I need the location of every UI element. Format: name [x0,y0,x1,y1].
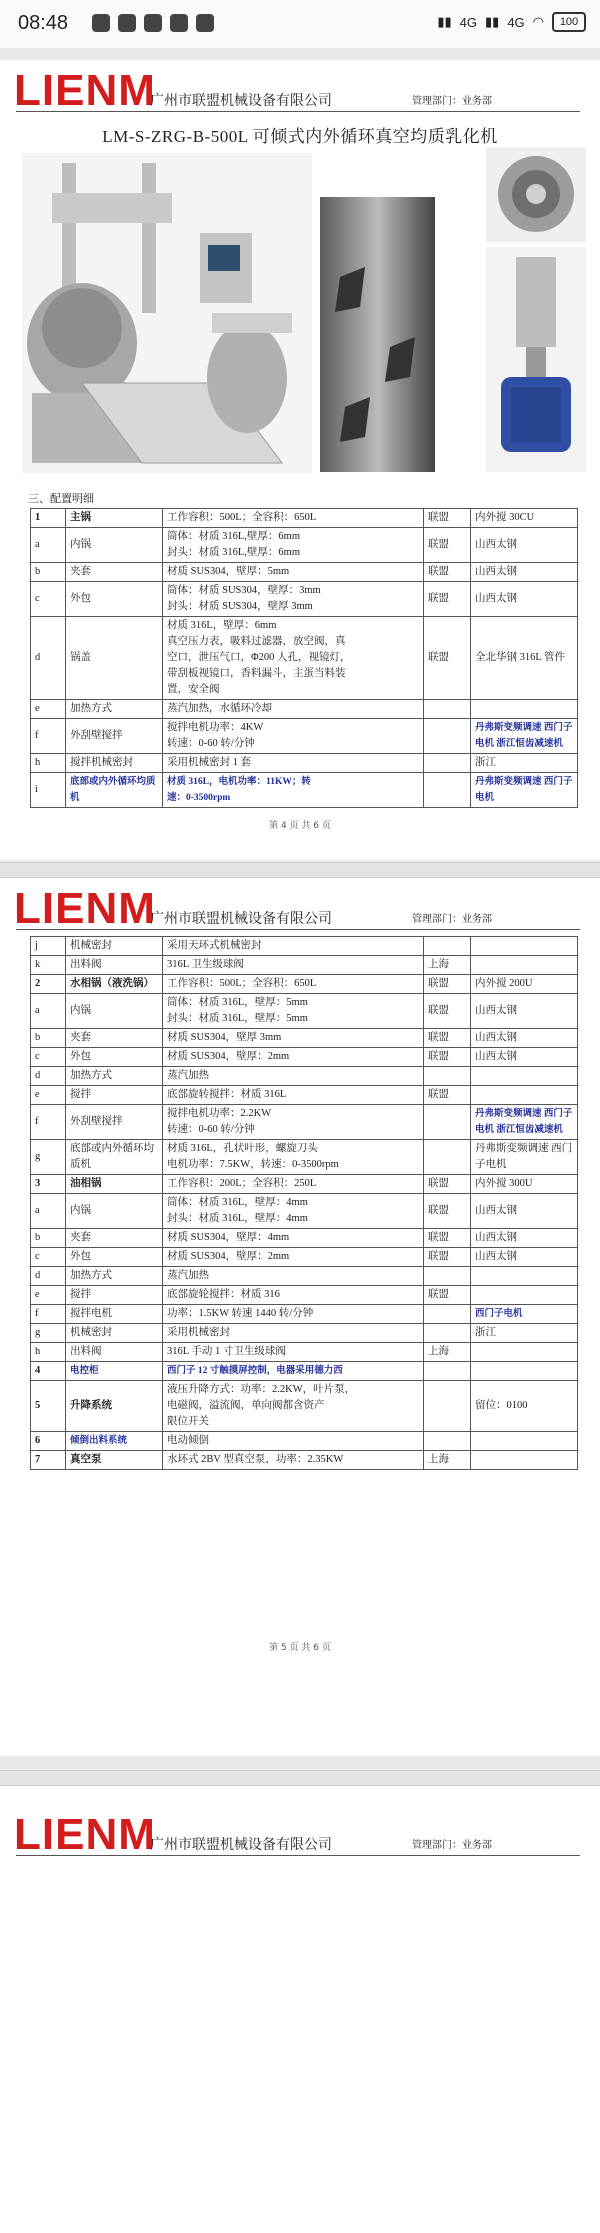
row-number: 2 [31,975,66,994]
row-spec [163,1248,424,1267]
row-name: 升降系统 [66,1381,163,1432]
status-bar [0,0,600,48]
row-number: 5 [31,1381,66,1432]
spec-line: 材质 316L，壁厚：6mm [167,620,277,631]
spec-line: 工作容积：200L；全容积：250L [167,1178,317,1189]
row-material [471,1343,578,1362]
spec-line: 转速：0-60 转/分钟 [167,1124,255,1135]
row-maker: 联盟 [424,1175,471,1194]
row-spec [163,582,424,617]
row-maker [424,1324,471,1343]
row-spec [163,754,424,773]
table-row [31,994,578,1029]
row-number: c [31,582,66,617]
row-number: g [31,1140,66,1175]
row-maker [424,1105,471,1140]
row-maker: 联盟 [424,563,471,582]
table-row [31,509,578,528]
row-name: 内锅 [66,528,163,563]
row-name: 外包 [66,1248,163,1267]
table-row [31,528,578,563]
row-maker [424,700,471,719]
spec-line: 筒体：材质 316L,壁厚：6mm [167,531,300,542]
company-name: 广州市联盟机械设备有限公司 [150,94,332,109]
row-name: 机械密封 [66,937,163,956]
row-material: 丹弗斯变频调速 西门子电机 [471,1140,578,1175]
row-maker [424,773,471,808]
table-row [31,1140,578,1175]
row-spec [163,1067,424,1086]
spec-line: 材质 SUS304，壁厚：2mm [167,1051,290,1062]
row-spec [163,1086,424,1105]
row-spec [163,719,424,754]
table-row [31,975,578,994]
table-row [31,1048,578,1067]
row-spec [163,937,424,956]
table-row [31,1305,578,1324]
row-name: 真空泵 [66,1451,163,1470]
page-header [0,878,600,936]
row-number: g [31,1324,66,1343]
row-maker [424,1067,471,1086]
row-name: 内锅 [66,994,163,1029]
notification-icons [92,14,214,32]
row-spec [163,1194,424,1229]
motor-photo [486,247,586,472]
row-spec [163,1305,424,1324]
row-number: i [31,773,66,808]
row-material: 山西太钢 [471,528,578,563]
row-name: 夹套 [66,1029,163,1048]
document-page-3 [0,1786,600,2233]
document-page-1 [0,60,600,860]
battery-icon: 100 [552,12,586,32]
row-spec [163,956,424,975]
row-maker: 联盟 [424,1229,471,1248]
row-spec [163,1362,424,1381]
row-material: 山西太钢 [471,1029,578,1048]
spec-line: 液压升降方式：功率：2.2KW，叶片泵， [167,1384,356,1395]
row-maker: 联盟 [424,1248,471,1267]
spec-line: 材质 SUS304，壁厚：4mm [167,1232,290,1243]
row-name: 外包 [66,582,163,617]
row-maker [424,1305,471,1324]
company-name: 广州市联盟机械设备有限公司 [150,1838,332,1853]
spec-line: 316L 手动 1 寸卫生级球阀 [167,1346,286,1357]
row-material [471,1286,578,1305]
spec-line: 水环式 2BV 型真空泵，功率：2.35KW [167,1454,344,1465]
spec-line: 工作容积：500L；全容积：650L [167,978,317,989]
row-maker: 联盟 [424,617,471,700]
row-number: d [31,617,66,700]
row-material [471,1267,578,1286]
wifi-icon: ◠ [532,14,544,29]
row-material: 山西太钢 [471,582,578,617]
row-spec [163,1267,424,1286]
row-spec [163,1175,424,1194]
signal-icon-2: ▮▮ [485,14,500,29]
table-row [31,1381,578,1432]
row-name: 加热方式 [66,1267,163,1286]
row-maker: 联盟 [424,582,471,617]
document-page-2 [0,878,600,1756]
table-row [31,1067,578,1086]
row-material: 内外搅 30CU [471,509,578,528]
spec-line: 带刮板视镜口，香料漏斗，主蛋当料装 [167,668,346,679]
row-number: f [31,1105,66,1140]
row-name: 机械密封 [66,1324,163,1343]
spec-line: 316L 卫生级球阀 [167,959,244,970]
row-spec [163,773,424,808]
row-number: e [31,1286,66,1305]
row-number: f [31,1305,66,1324]
row-number: 4 [31,1362,66,1381]
signal-icon: ▮▮ [437,14,452,29]
table-row [31,1451,578,1470]
table-row [31,1105,578,1140]
page-header [0,1804,600,1862]
table-row [31,754,578,773]
row-material: 山西太钢 [471,563,578,582]
row-name: 底部或内外循环均质机 [66,773,163,808]
row-spec [163,1105,424,1140]
row-name: 搅拌 [66,1286,163,1305]
spec-line: 搅拌电机功率：4KW [167,722,264,733]
spec-line: 材质 316L，孔状叶形，螺旋刀头 [167,1143,318,1154]
company-logo: LIENM [14,884,156,933]
spec-line: 西门子 12 寸触摸屏控制，电器采用德力西 [167,1366,343,1376]
row-maker: 联盟 [424,975,471,994]
row-name: 外刮壁搅拌 [66,1105,163,1140]
row-name: 出料阀 [66,956,163,975]
row-number: k [31,956,66,975]
row-maker: 联盟 [424,528,471,563]
table-row [31,1432,578,1451]
row-maker: 上海 [424,1343,471,1362]
row-maker: 上海 [424,1451,471,1470]
row-name: 电控柜 [66,1362,163,1381]
spec-line: 功率：1.5KW 转速 1440 转/分钟 [167,1308,314,1319]
table-row [31,1267,578,1286]
row-number: 6 [31,1432,66,1451]
row-maker [424,1432,471,1451]
row-spec [163,975,424,994]
row-material: 内外搅 300U [471,1175,578,1194]
row-material [471,1362,578,1381]
row-maker [424,1381,471,1432]
spec-line: 采用天环式机械密封 [167,940,262,951]
spec-table-page1 [30,508,578,808]
document-title: LM-S-ZRG-B-500L 可倾式内外循环真空均质乳化机 [102,127,498,146]
department-label: 管理部门：业务部 [412,914,492,925]
row-name: 夹套 [66,1229,163,1248]
spec-line: 采用机械密封 1 套 [167,757,251,768]
spec-line: 封头：材质 316L,壁厚：6mm [167,547,300,558]
row-number: e [31,700,66,719]
row-spec [163,617,424,700]
company-logo: LIENM [14,1810,156,1859]
row-spec [163,1029,424,1048]
row-material: 丹弗斯变频调速 西门子电机 [471,773,578,808]
network-label: 4G [459,14,477,30]
row-spec [163,1324,424,1343]
table-row [31,773,578,808]
table-row [31,937,578,956]
spec-line: 蒸汽加热 [167,1270,209,1281]
table-row [31,956,578,975]
row-spec [163,1229,424,1248]
row-maker [424,754,471,773]
row-material: 山西太钢 [471,1229,578,1248]
row-material: 丹弗斯变频调速 西门子电机 浙江恒齿减速机 [471,1105,578,1140]
row-number: f [31,719,66,754]
row-material: 浙江 [471,1324,578,1343]
row-material [471,700,578,719]
table-row [31,1229,578,1248]
spec-line: 电动倾倒 [167,1435,209,1446]
row-material: 西门子电机 [471,1305,578,1324]
row-material: 内外搅 200U [471,975,578,994]
table-row [31,700,578,719]
row-number: a [31,1194,66,1229]
row-name: 加热方式 [66,1067,163,1086]
page-header [0,60,600,118]
row-name: 内锅 [66,1194,163,1229]
row-name: 搅拌电机 [66,1305,163,1324]
row-name: 搅拌机械密封 [66,754,163,773]
row-number: a [31,994,66,1029]
company-logo: LIENM [14,66,156,115]
row-name: 油相锅 [66,1175,163,1194]
row-maker: 联盟 [424,1286,471,1305]
table-row [31,1286,578,1305]
row-number: b [31,1229,66,1248]
spec-line: 真空压力表，吸料过滤器，放空阀，真 [167,636,346,647]
machine-photo [22,153,312,473]
spec-line: 底部旋转搅拌：材质 316L [167,1089,287,1100]
table-row [31,563,578,582]
row-spec [163,1048,424,1067]
row-name: 底部或内外循环均质机 [66,1140,163,1175]
row-number: b [31,563,66,582]
row-number: e [31,1086,66,1105]
status-time: 08:48 [18,12,69,34]
page-footer: 第 4 页 共 6 页 [269,821,331,831]
spec-line: 限位开关 [167,1416,209,1427]
homogenizer-photo [486,147,586,242]
row-number: 7 [31,1451,66,1470]
row-spec [163,1343,424,1362]
row-maker: 联盟 [424,1029,471,1048]
row-material: 留位：0100 [471,1381,578,1432]
spec-line: 筒体：材质 316L，壁厚：5mm [167,997,308,1008]
row-material: 丹弗斯变频调速 西门子电机 浙江恒齿减速机 [471,719,578,754]
row-spec [163,994,424,1029]
row-number: 3 [31,1175,66,1194]
row-spec [163,1432,424,1451]
row-spec [163,1286,424,1305]
spec-line: 蒸汽加热，水循环冷却 [167,703,272,714]
row-spec [163,700,424,719]
row-material [471,1067,578,1086]
spec-line: 搅拌电机功率：2.2KW [167,1108,272,1119]
table-row [31,1194,578,1229]
spec-table-page2 [30,936,578,1470]
row-name: 水相锅（液洗锅） [66,975,163,994]
network-label-2: 4G [507,14,525,30]
table-row [31,1086,578,1105]
row-spec [163,563,424,582]
row-number: j [31,937,66,956]
row-maker [424,937,471,956]
row-material: 山西太钢 [471,994,578,1029]
row-material [471,1086,578,1105]
row-maker: 联盟 [424,1194,471,1229]
row-maker: 联盟 [424,1086,471,1105]
table-row [31,1343,578,1362]
table-row [31,1248,578,1267]
spec-line: 封头：材质 SUS304，壁厚 3mm [167,601,313,612]
spec-line: 电磁阀，溢流阀，单向阀都含资产 [167,1400,325,1411]
spec-line: 底部旋轮搅拌：材质 316 [167,1289,280,1300]
row-material: 山西太钢 [471,1048,578,1067]
row-maker [424,1140,471,1175]
row-maker: 联盟 [424,509,471,528]
row-material [471,1451,578,1470]
row-number: a [31,528,66,563]
table-row [31,1362,578,1381]
row-spec [163,528,424,563]
row-material: 全北华钢 316L 管件 [471,617,578,700]
row-name: 主锅 [66,509,163,528]
row-name: 外刮壁搅拌 [66,719,163,754]
row-number: b [31,1029,66,1048]
row-maker [424,1267,471,1286]
row-material [471,1432,578,1451]
department-label: 管理部门：业务部 [412,1840,492,1851]
table-row [31,719,578,754]
spec-line: 筒体：材质 SUS304，壁厚：3mm [167,585,321,596]
row-material: 山西太钢 [471,1194,578,1229]
row-number: h [31,1343,66,1362]
table-row [31,1324,578,1343]
row-material [471,937,578,956]
section-title: 三、配置明细 [28,492,94,505]
row-spec [163,1381,424,1432]
status-right [437,12,586,32]
spec-line: 空口，泄压气口，Φ200 人孔，视镜灯， [167,652,351,663]
row-name: 倾倒出料系统 [66,1432,163,1451]
row-name: 出料阀 [66,1343,163,1362]
spec-line: 材质 316L，电机功率：11KW；转 [167,777,311,787]
row-name: 夹套 [66,563,163,582]
spec-line: 置，安全阀 [167,684,220,695]
row-maker [424,719,471,754]
spec-line: 材质 SUS304，壁厚：5mm [167,566,290,577]
row-spec [163,1451,424,1470]
row-name: 加热方式 [66,700,163,719]
row-name: 锅盖 [66,617,163,700]
row-spec [163,509,424,528]
table-row [31,582,578,617]
product-photos [0,147,600,482]
row-number: c [31,1248,66,1267]
spec-line: 采用机械密封 [167,1327,230,1338]
company-name: 广州市联盟机械设备有限公司 [150,912,332,927]
row-material: 山西太钢 [471,1248,578,1267]
spec-line: 蒸汽加热 [167,1070,209,1081]
row-material [471,956,578,975]
department-label: 管理部门：业务部 [412,96,492,107]
row-number: h [31,754,66,773]
spec-line: 速：0-3500rpm [167,793,231,803]
spec-line: 封头：材质 316L，壁厚：5mm [167,1013,308,1024]
spec-line: 材质 SUS304，壁厚：2mm [167,1251,290,1262]
spec-line: 封头：材质 316L，壁厚：4mm [167,1213,308,1224]
table-row [31,1175,578,1194]
row-material: 浙江 [471,754,578,773]
spec-line: 转速：0-60 转/分钟 [167,738,255,749]
table-row [31,1029,578,1048]
page-footer: 第 5 页 共 6 页 [269,1643,331,1653]
row-name: 外包 [66,1048,163,1067]
row-maker: 上海 [424,956,471,975]
table-row [31,617,578,700]
row-maker: 联盟 [424,994,471,1029]
row-number: c [31,1048,66,1067]
spec-line: 筒体：材质 316L，壁厚：4mm [167,1197,308,1208]
row-number: 1 [31,509,66,528]
spec-line: 材质 SUS304，壁厚 3mm [167,1032,282,1043]
row-number: d [31,1267,66,1286]
inner-tank-photo [320,197,435,472]
row-name: 搅拌 [66,1086,163,1105]
row-maker [424,1362,471,1381]
row-spec [163,1140,424,1175]
row-number: d [31,1067,66,1086]
spec-line: 工作容积：500L；全容积：650L [167,512,317,523]
row-maker: 联盟 [424,1048,471,1067]
spec-line: 电机功率：7.5KW，转速：0-3500rpm [167,1159,339,1170]
